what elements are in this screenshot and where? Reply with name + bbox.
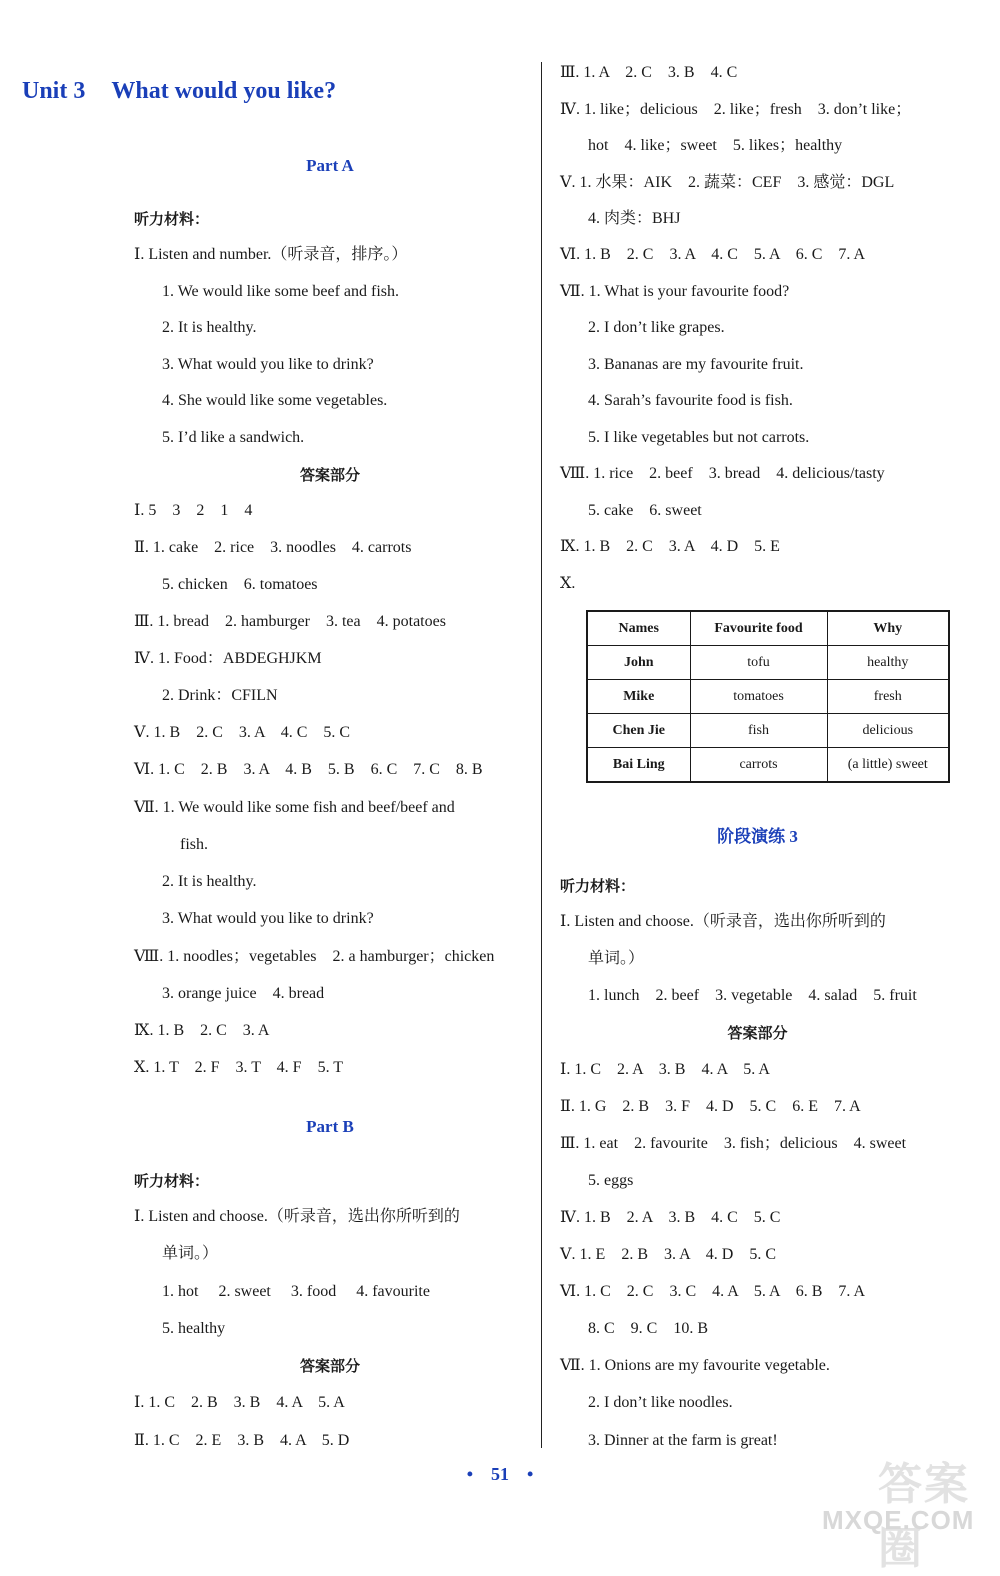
listening-line: 1. hot 2. sweet 3. food 4. favourite [162, 1283, 430, 1300]
answer-line: Ⅶ. 1. Onions are my favourite vegetable. [560, 1357, 830, 1374]
table-cell: fish [690, 714, 827, 748]
answer-line: 5. eggs [588, 1172, 634, 1189]
answer-line: Ⅳ. 1. B 2. A 3. B 4. C 5. C [560, 1209, 781, 1226]
answer-line: 4. 肉类：BHJ [588, 210, 681, 227]
answer-line: 3. What would you like to drink? [162, 910, 374, 927]
listening-line: 4. She would like some vegetables. [162, 392, 388, 409]
answer-line: Ⅵ. 1. B 2. C 3. A 4. C 5. A 6. C 7. A [560, 246, 866, 263]
answer-line: 2. I don’t like grapes. [588, 319, 725, 336]
answer-line: Ⅶ. 1. We would like some fish and beef/beef and [134, 799, 455, 816]
table-row [587, 646, 949, 680]
part-b-heading: Part B [306, 1117, 354, 1136]
answer-line: Ⅸ. 1. B 2. C 3. A 4. D 5. E [560, 538, 780, 555]
table-header-row [587, 611, 949, 646]
answer-line: Ⅳ. 1. like；delicious 2. like；fresh 3. don’t like； [560, 101, 912, 118]
column-divider [541, 62, 542, 1448]
page-number: • 51 • [466, 1464, 534, 1484]
listening-line: 5. healthy [162, 1320, 226, 1337]
answer-line: Ⅷ. 1. rice 2. beef 3. bread 4. delicious/tasty [560, 465, 885, 482]
answer-line: Ⅲ. 1. bread 2. hamburger 3. tea 4. potatoes [134, 613, 446, 630]
answer-line: Ⅶ. 1. What is your favourite food? [560, 283, 790, 300]
answer-line: Ⅹ. [560, 575, 576, 592]
answer-line: 4. Sarah’s favourite food is fish. [588, 392, 793, 409]
table-header: Favourite food [690, 611, 827, 646]
answer-line: Ⅱ. 1. G 2. B 3. F 4. D 5. C 6. E 7. A [560, 1098, 861, 1115]
listening-line: 1. We would like some beef and fish. [162, 283, 400, 300]
answer-line: Ⅴ. 1. E 2. B 3. A 4. D 5. C [560, 1246, 777, 1263]
answer-line: 2. It is healthy. [162, 873, 257, 890]
stage-heading: 阶段演练 3 [717, 827, 798, 846]
table-cell: fresh [827, 680, 949, 714]
table-cell: carrots [690, 748, 827, 783]
answer-line: Ⅱ. 1. C 2. E 3. B 4. A 5. D [134, 1432, 350, 1449]
answer-line: Ⅵ. 1. C 2. C 3. C 4. A 5. A 6. B 7. A [560, 1283, 866, 1300]
listening-line: Ⅰ. Listen and choose.（听录音，选出你所听到的 [134, 1208, 460, 1225]
table-cell: Chen Jie [587, 714, 690, 748]
answer-line: 3. orange juice 4. bread [162, 985, 325, 1002]
listening-line: 单词。） [162, 1245, 219, 1262]
listening-line: 1. lunch 2. beef 3. vegetable 4. salad 5. fruit [588, 987, 917, 1004]
answer-line: 5. cake 6. sweet [588, 502, 702, 519]
answer-line: fish. [180, 836, 208, 853]
part-a-heading: Part A [306, 156, 354, 175]
answer-line: Ⅴ. 1. B 2. C 3. A 4. C 5. C [134, 724, 351, 741]
answer-line: Ⅱ. 1. cake 2. rice 3. noodles 4. carrots [134, 539, 412, 556]
listening-line: 5. I’d like a sandwich. [162, 429, 305, 446]
answer-line: Ⅲ. 1. eat 2. favourite 3. fish；delicious 4. sweet [560, 1135, 907, 1152]
table-cell: tofu [690, 646, 827, 680]
listening-line: Ⅰ. Listen and number.（听录音，排序。） [134, 246, 408, 263]
answer-line: Ⅹ. 1. T 2. F 3. T 4. F 5. T [134, 1059, 344, 1076]
table-header: Why [827, 611, 949, 646]
answer-line: Ⅲ. 1. A 2. C 3. B 4. C [560, 64, 738, 81]
table-cell: healthy [827, 646, 949, 680]
answer-line: 2. I don’t like noodles. [588, 1394, 733, 1411]
favourite-food-table [586, 610, 950, 783]
answer-line: Ⅰ. 1. C 2. A 3. B 4. A 5. A [560, 1061, 770, 1078]
answer-line: 8. C 9. C 10. B [588, 1320, 709, 1337]
listening-label: 听力材料： [560, 877, 636, 895]
listening-label: 听力材料： [134, 210, 210, 228]
answer-line: 2. Drink：CFILN [162, 687, 278, 704]
answer-line: Ⅰ. 5 3 2 1 4 [134, 502, 253, 519]
page-title: Unit 3 What would you like? [22, 78, 337, 104]
listening-line: Ⅰ. Listen and choose.（听录音，选出你所听到的 [560, 913, 886, 930]
table-cell: (a little) sweet [827, 748, 949, 783]
table-cell: Bai Ling [587, 748, 690, 783]
answer-line: Ⅳ. 1. Food：ABDEGHJKM [134, 650, 322, 667]
answer-line: Ⅷ. 1. noodles；vegetables 2. a hamburger；chicken [134, 948, 495, 965]
answers-label: 答案部分 [299, 1357, 360, 1375]
listening-line: 单词。） [588, 950, 645, 967]
answers-label: 答案部分 [727, 1024, 788, 1042]
answers-label: 答案部分 [299, 466, 360, 484]
watermark-logo: 答案圈 [878, 1459, 970, 1574]
table-cell: delicious [827, 714, 949, 748]
listening-line: 2. It is healthy. [162, 319, 257, 336]
answer-line: 5. I like vegetables but not carrots. [588, 429, 810, 446]
answer-line: 3. Dinner at the farm is great! [588, 1432, 778, 1449]
answer-line: Ⅵ. 1. C 2. B 3. A 4. B 5. B 6. C 7. C 8. B [134, 761, 483, 778]
listening-label: 听力材料： [134, 1172, 210, 1190]
table-cell: tomatoes [690, 680, 827, 714]
table-row [587, 748, 949, 783]
table-header: Names [587, 611, 690, 646]
answer-line: 5. chicken 6. tomatoes [162, 576, 318, 593]
table-row [587, 714, 949, 748]
answer-line: 3. Bananas are my favourite fruit. [588, 356, 804, 373]
answer-line: Ⅸ. 1. B 2. C 3. A [134, 1022, 270, 1039]
answer-line: Ⅴ. 1. 水果：AIK 2. 蔬菜：CEF 3. 感觉：DGL [560, 174, 895, 191]
watermark-text: MXQE.COM [822, 1505, 975, 1535]
listening-line: 3. What would you like to drink? [162, 356, 374, 373]
table-cell: John [587, 646, 690, 680]
answer-line: hot 4. like；sweet 5. likes；healthy [588, 137, 843, 154]
table-cell: Mike [587, 680, 690, 714]
answer-line: Ⅰ. 1. C 2. B 3. B 4. A 5. A [134, 1394, 345, 1411]
table-row [587, 680, 949, 714]
